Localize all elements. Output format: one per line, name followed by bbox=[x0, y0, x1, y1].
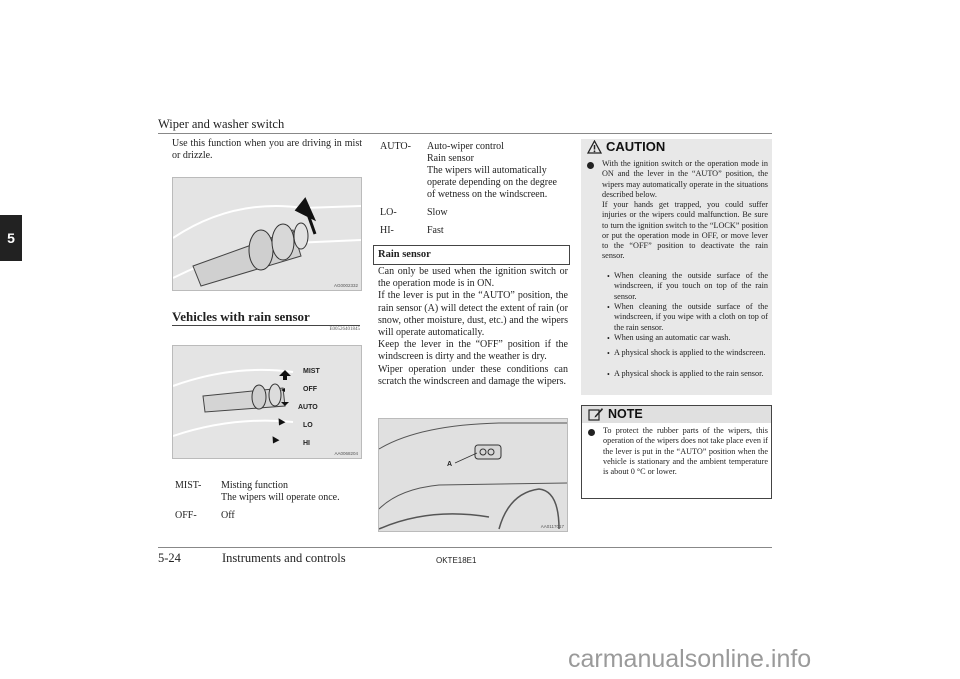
mode-desc-off: Off bbox=[221, 510, 235, 521]
footer-section: Instruments and controls bbox=[222, 551, 346, 565]
page-header-title: Wiper and washer switch bbox=[158, 117, 285, 131]
caution-sub-bullet-icon: • bbox=[607, 334, 610, 343]
chapter-tab: 5 bbox=[0, 215, 22, 261]
rain-sensor-para-1: Can only be used when the ignition switch or the operation mode is in ON. bbox=[378, 266, 568, 290]
page-number: 5-24 bbox=[158, 551, 181, 565]
figure-lever-positions bbox=[172, 345, 362, 459]
rain-sensor-heading: Rain sensor bbox=[378, 249, 431, 260]
caution-sub-bullet-icon: • bbox=[607, 349, 610, 358]
section-rule bbox=[172, 325, 360, 326]
windscreen-illustration bbox=[379, 419, 567, 531]
watermark-link[interactable]: carmanualsonline.info bbox=[568, 645, 812, 673]
caution-bullet-2: When cleaning the outside surface of the windscreen, if you wipe with a cloth on top of the rain sensor. bbox=[614, 302, 768, 332]
figure-code: AG0002332 bbox=[333, 283, 358, 288]
caution-sub-bullet-icon: • bbox=[607, 272, 610, 281]
caution-bullet-4: A physical shock is applied to the windscreen. bbox=[614, 348, 766, 357]
section-code: E00526401845 bbox=[329, 327, 360, 332]
caution-sub-bullet-icon: • bbox=[607, 303, 610, 312]
lever-label-off: OFF bbox=[303, 386, 317, 393]
intro-text: Use this function when you are driving in mist or drizzle. bbox=[172, 138, 362, 162]
figure-code: AA0068204 bbox=[334, 451, 358, 456]
warning-triangle-icon bbox=[587, 140, 602, 154]
figure-rain-sensor-location bbox=[378, 418, 568, 532]
note-box bbox=[581, 405, 772, 499]
caution-para-2: If your hands get trapped, you could suffer injuries or the wipers could malfunction. Be sure to turn the ignition switch to the “LOCK” position or put the operation mode in OFF, or move lever to the “OFF” position to deactivate the rain sensor. bbox=[602, 200, 768, 261]
caution-bullet-5: A physical shock is applied to the rain sensor. bbox=[614, 369, 764, 378]
mode-sub-auto-rain-sensor: Rain sensor bbox=[427, 153, 474, 164]
mode-desc-mist: Misting function bbox=[221, 480, 288, 491]
lever-label-mist: MIST bbox=[303, 368, 320, 375]
figure-code: AA0117017 bbox=[540, 524, 564, 529]
caution-title: CAUTION bbox=[606, 139, 666, 154]
lever-label-auto: AUTO bbox=[298, 404, 318, 411]
mode-term-mist: MIST- bbox=[175, 480, 202, 491]
footer-rule bbox=[158, 547, 772, 548]
mode-desc-lo: Slow bbox=[427, 207, 448, 218]
mode-desc-auto: Auto-wiper control bbox=[427, 141, 504, 152]
lever-label-hi: HI bbox=[303, 440, 310, 447]
mode-term-lo: LO- bbox=[380, 207, 397, 218]
header-rule bbox=[158, 133, 772, 134]
lever-twist-illustration bbox=[173, 178, 361, 290]
rain-sensor-para-4: Wiper operation under these conditions can scratch the windscreen and damage the wipers. bbox=[378, 363, 568, 387]
mode-sub-auto-description: The wipers will automatically operate depending on the degree of wetness on the windscreen. bbox=[427, 165, 557, 200]
note-title: NOTE bbox=[608, 407, 643, 421]
footer-code: OKTE18E1 bbox=[436, 556, 477, 565]
rain-sensor-para-3: Keep the lever in the “OFF” position if the windscreen is dirty and the weather is dry. bbox=[378, 339, 568, 363]
mode-term-auto: AUTO- bbox=[380, 141, 411, 152]
note-bullet-icon bbox=[588, 429, 595, 436]
caution-header bbox=[581, 139, 772, 156]
caution-box bbox=[581, 139, 772, 395]
note-pencil-icon bbox=[588, 407, 604, 421]
section-title: Vehicles with rain sensor bbox=[172, 309, 310, 324]
figure-wiper-lever-twist bbox=[172, 177, 362, 291]
caution-main-text: With the ignition switch or the operation mode in ON and the lever in the “AUTO” position, the wipers may automatically operate in the situations described below. bbox=[602, 159, 768, 199]
rain-sensor-para-2: If the lever is put in the “AUTO” position, the rain sensor (A) will detect the extent of rain (or snow, other moisture, dust, etc.) and the wipers will operate automatically. bbox=[378, 290, 568, 339]
caution-bullet-1: When cleaning the outside surface of the windscreen, if you touch on top of the rain sensor. bbox=[614, 271, 768, 301]
mode-term-hi: HI- bbox=[380, 225, 394, 236]
caution-sub-bullet-icon: • bbox=[607, 370, 610, 379]
rain-sensor-body bbox=[378, 266, 568, 388]
note-text: To protect the rubber parts of the wipers, this operation of the wipers does not take place even if the lever is put in the “AUTO” position when the vehicle is stationary and the ambient temperature is about 0 °C or lower. bbox=[603, 426, 768, 477]
lever-positions-illustration bbox=[173, 346, 361, 458]
caution-bullet-3: When using an automatic car wash. bbox=[614, 333, 731, 342]
callout-a: A bbox=[447, 461, 453, 468]
caution-bullet-icon bbox=[587, 162, 594, 169]
note-header bbox=[582, 406, 771, 423]
mode-term-off: OFF- bbox=[175, 510, 197, 521]
mode-sub-mist: The wipers will operate once. bbox=[221, 492, 340, 503]
mode-desc-hi: Fast bbox=[427, 225, 444, 236]
lever-label-lo: LO bbox=[303, 422, 313, 429]
